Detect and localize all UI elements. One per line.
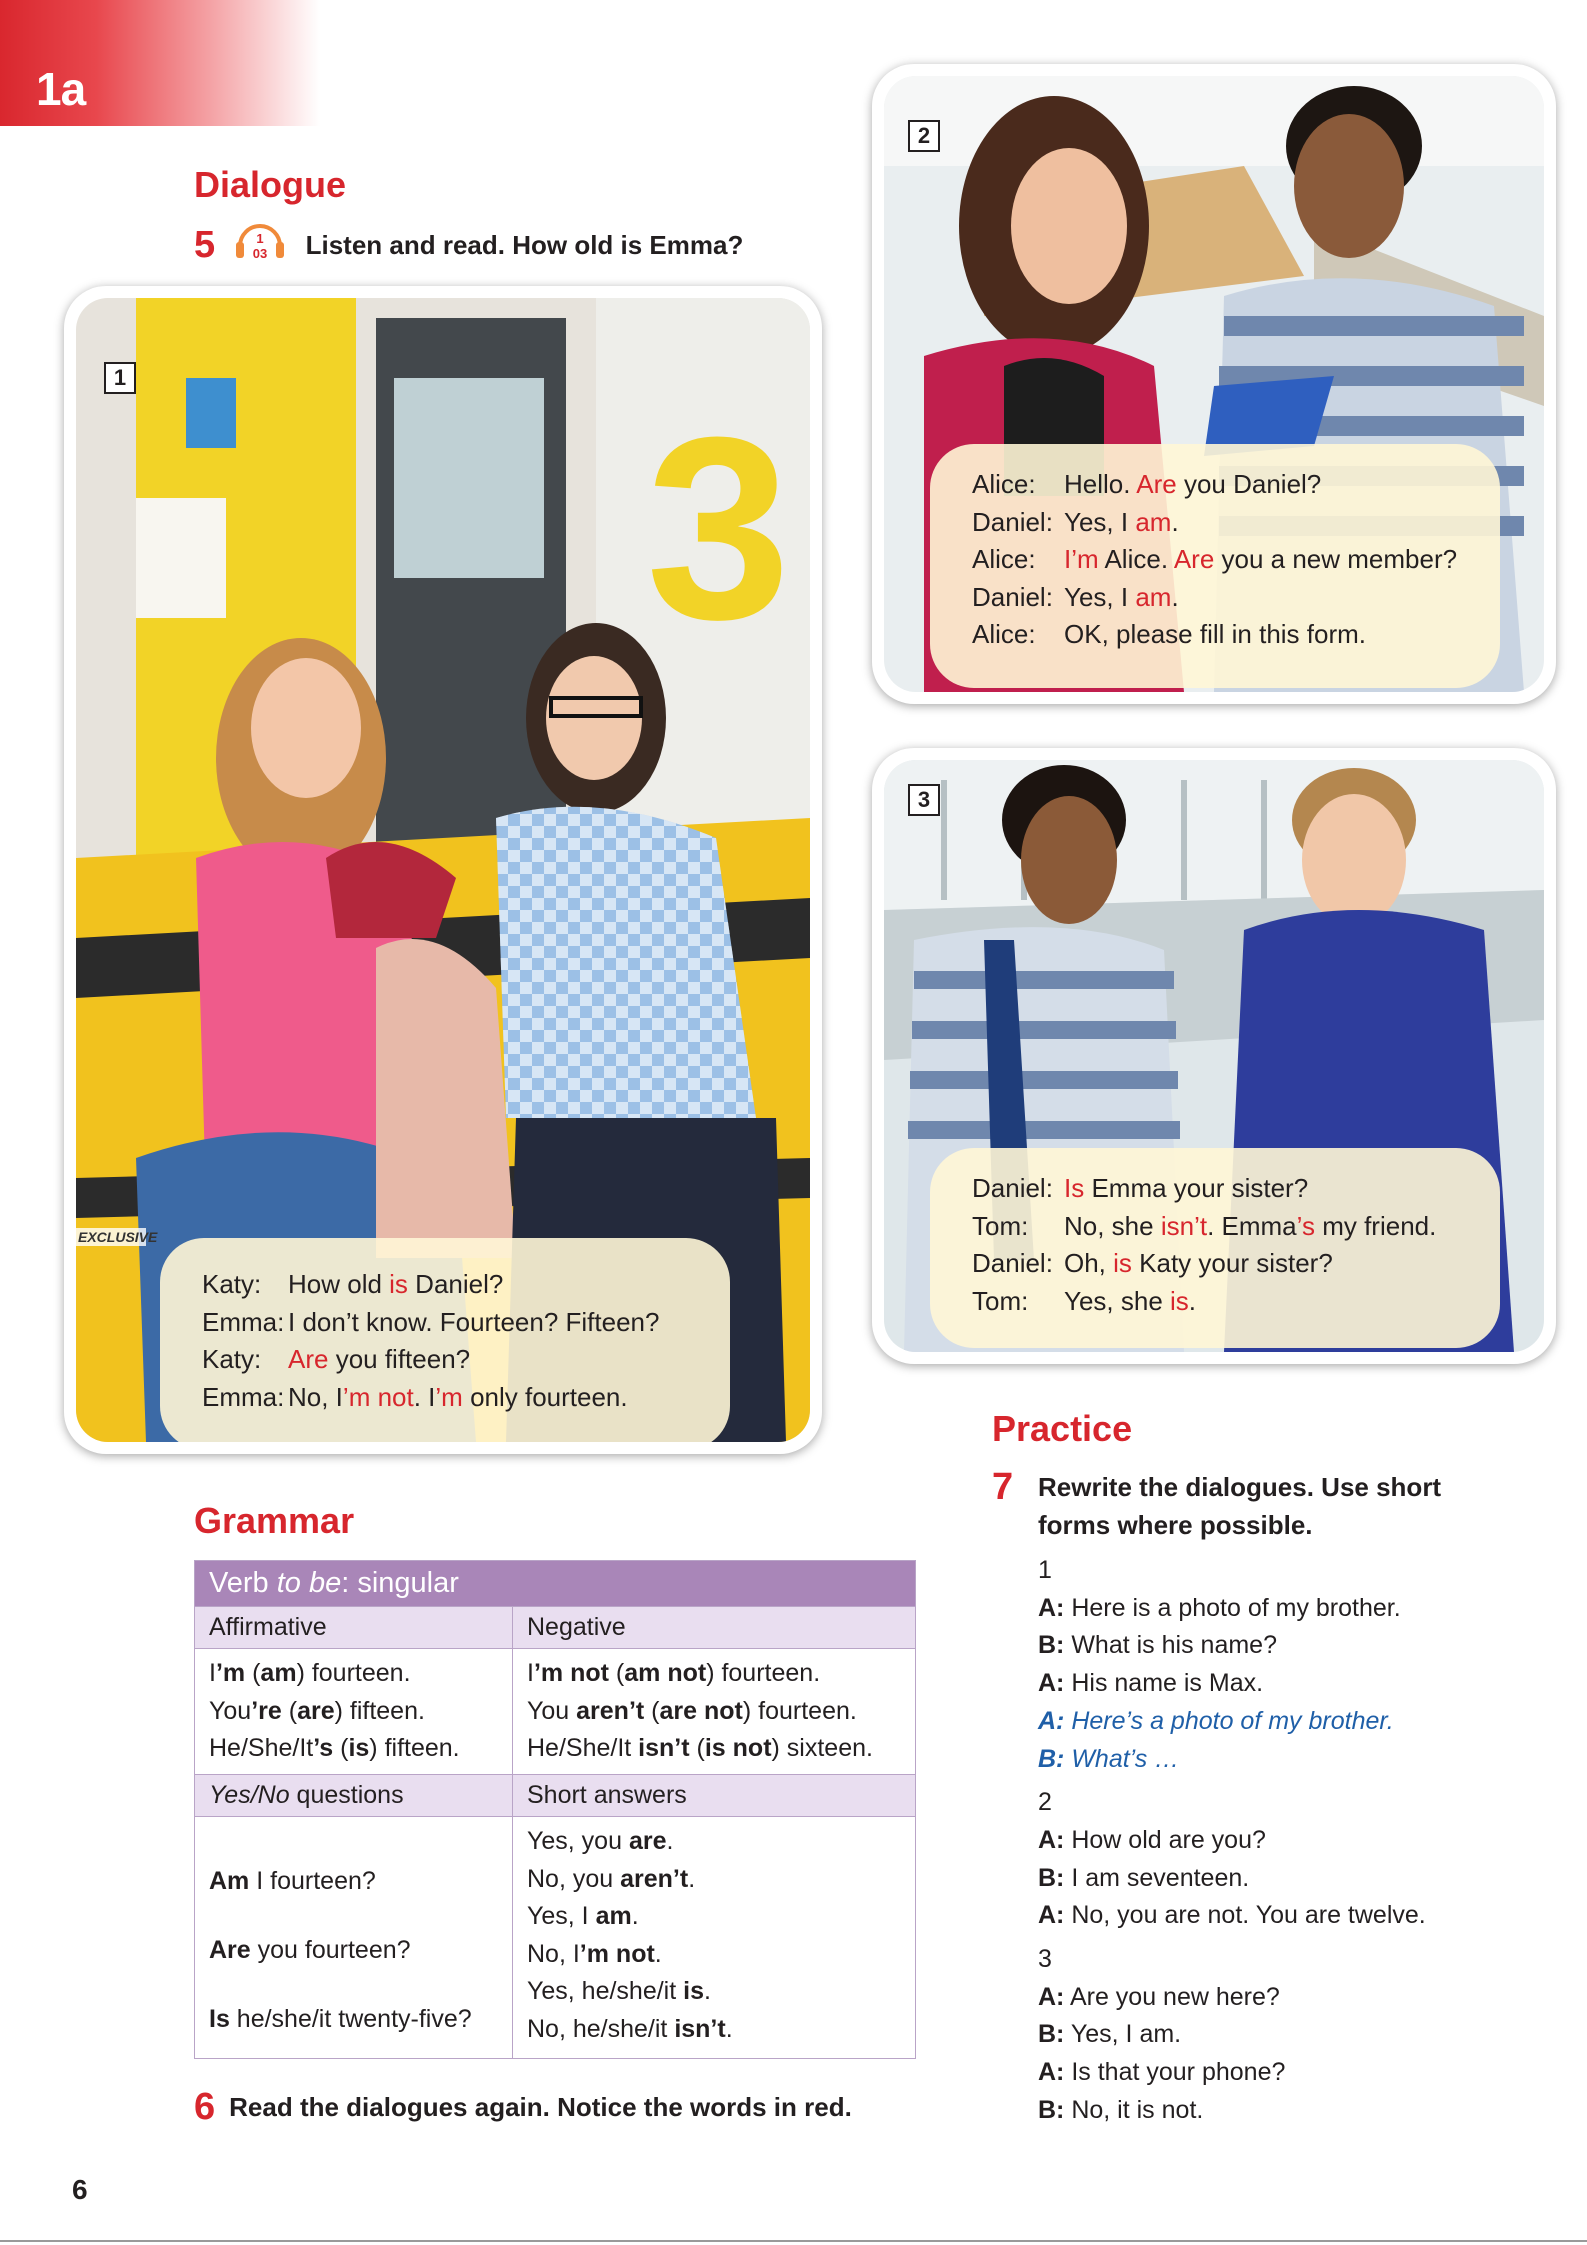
speaker-label: Emma: xyxy=(202,1381,285,1412)
highlighted-word: Is xyxy=(1064,1173,1085,1203)
unit-label: 1a xyxy=(36,63,86,115)
affirmative-row xyxy=(209,1655,498,1693)
dialogue-text: . Emma xyxy=(1207,1210,1297,1241)
dialogue-text: . xyxy=(1171,581,1179,612)
dialogue-text: Alice. xyxy=(1098,544,1174,574)
highlighted-word: ’s xyxy=(1296,1210,1315,1241)
bold-form: are not xyxy=(659,1696,743,1725)
line-text: Yes, I am. xyxy=(1064,2020,1182,2049)
practice-item-number: 2 xyxy=(1038,1788,1052,1817)
watermark-label: EXCLUSIVE xyxy=(78,1229,158,1245)
dialogue-line xyxy=(202,1304,702,1342)
speaker-letter: B: xyxy=(1038,2020,1065,2049)
task-6 xyxy=(194,2088,852,2126)
dialogue-3-bubble xyxy=(930,1148,1500,1348)
picture-1 xyxy=(64,286,822,1454)
question-row xyxy=(209,1847,498,1916)
unit-tab xyxy=(0,0,320,126)
form-text: I fourteen? xyxy=(249,1867,376,1895)
short-answer-row xyxy=(527,1861,901,1899)
form-text: ( xyxy=(644,1696,660,1725)
bold-form: am not xyxy=(624,1659,707,1687)
speaker-label: Tom: xyxy=(972,1285,1029,1316)
example-line xyxy=(1038,1741,1538,1779)
practice-line xyxy=(1038,1897,1538,1935)
speaker-letter: A: xyxy=(1038,1706,1065,1735)
dialogue-text: OK, please fill in this form. xyxy=(1064,619,1366,649)
audio-track-icon[interactable] xyxy=(232,216,288,262)
task-7-number: 7 xyxy=(992,1466,1014,1508)
dialogue-text: Oh, xyxy=(1064,1248,1114,1278)
grammar-table xyxy=(194,1560,916,2059)
form-text: . xyxy=(688,1864,696,1893)
speaker-letter: A: xyxy=(1038,1669,1065,1698)
speaker-letter: B: xyxy=(1038,2095,1065,2124)
form-text: you fourteen? xyxy=(250,1936,411,1964)
task-6-number: 6 xyxy=(194,2086,216,2128)
dialogue-line xyxy=(972,579,1472,617)
highlighted-word: I’m xyxy=(1064,544,1099,574)
practice-item-number: 3 xyxy=(1038,1945,1052,1974)
form-text: ) fourteen. xyxy=(742,1696,857,1725)
short-answer-row xyxy=(527,1936,901,1974)
bold-form: ’m not xyxy=(533,1659,609,1687)
speaker-label: Alice: xyxy=(972,619,1036,649)
dialogue-text: Katy your sister? xyxy=(1131,1248,1333,1278)
dialogue-line xyxy=(972,1245,1472,1283)
dialogue-line xyxy=(202,1341,702,1379)
affirmative-row xyxy=(209,1730,498,1768)
speaker-letter: A: xyxy=(1038,2058,1065,2087)
form-text: You xyxy=(209,1696,252,1725)
bold-form: isn’t xyxy=(638,1734,690,1762)
practice-line xyxy=(1038,1860,1538,1898)
bold-form: aren’t xyxy=(576,1696,645,1725)
practice-line xyxy=(1038,1627,1538,1665)
col-header-questions: Yes/No questions xyxy=(195,1775,513,1817)
bold-form: are xyxy=(628,1827,667,1855)
speaker-label: Daniel: xyxy=(972,581,1053,612)
dialogue-text: only fourteen. xyxy=(462,1381,628,1412)
speaker-letter: A: xyxy=(1038,1593,1065,1622)
form-text: . xyxy=(631,1902,639,1930)
speaker-label: Katy: xyxy=(202,1344,262,1374)
bold-form: am xyxy=(260,1659,297,1687)
speaker-label: Alice: xyxy=(972,544,1036,574)
form-text: ) sixteen. xyxy=(771,1734,873,1762)
task-7 xyxy=(992,1468,1441,1544)
dialogue-line xyxy=(202,1266,702,1304)
dialogue-text: I don’t know. Fourteen? Fifteen? xyxy=(288,1306,660,1337)
highlighted-word: isn’t xyxy=(1160,1210,1208,1241)
form-text: You xyxy=(527,1696,577,1725)
speaker-letter: B: xyxy=(1038,1631,1065,1660)
form-text: . xyxy=(666,1827,674,1855)
bottom-rule xyxy=(0,2240,1587,2242)
picture-1-photo xyxy=(76,298,810,1442)
short-answer-row xyxy=(527,1898,901,1936)
form-text: . xyxy=(725,2014,733,2043)
practice-items xyxy=(1038,1552,1538,2130)
speaker-label: Tom: xyxy=(972,1210,1029,1241)
highlighted-word: am xyxy=(1135,581,1172,612)
dialogue-text: No, she xyxy=(1064,1210,1161,1241)
dialogue-title: Dialogue xyxy=(194,164,347,205)
picture-number: 3 xyxy=(908,784,940,816)
practice-line xyxy=(1038,1665,1538,1703)
line-text: Is that your phone? xyxy=(1064,2058,1286,2087)
form-text: He/She/It xyxy=(209,1734,314,1762)
speaker-label: Katy: xyxy=(202,1269,262,1299)
speaker-letter: B: xyxy=(1038,1744,1065,1773)
line-text: No, it is not. xyxy=(1064,2095,1204,2124)
form-text: . xyxy=(704,1977,711,2005)
speaker-letter: A: xyxy=(1038,1982,1065,2011)
dialogue-line xyxy=(972,1170,1472,1208)
dialogue-text: . xyxy=(1188,1285,1197,1316)
picture-2-photo xyxy=(884,76,1544,692)
question-row xyxy=(209,1916,498,1985)
highlighted-word: am xyxy=(1135,506,1172,537)
dialogue-text: you a new member? xyxy=(1214,544,1458,574)
dialogue-text: my friend. xyxy=(1314,1210,1437,1241)
practice-line xyxy=(1038,1590,1538,1628)
form-text: I xyxy=(527,1659,534,1687)
bold-form: Am xyxy=(209,1867,250,1895)
affirmative-row xyxy=(209,1693,498,1731)
dialogue-line xyxy=(972,504,1472,542)
speaker-letter: B: xyxy=(1038,1863,1065,1892)
line-text: Here’s a photo of my brother. xyxy=(1064,1706,1394,1735)
dialogue-line xyxy=(972,541,1472,579)
bold-form: Are xyxy=(209,1936,251,1964)
dialogue-text: Daniel? xyxy=(407,1269,504,1299)
negative-forms xyxy=(513,1649,916,1775)
form-text: ) fourteen. xyxy=(706,1659,821,1687)
speaker-label: Daniel: xyxy=(972,1248,1053,1278)
highlighted-word: Are xyxy=(1136,469,1177,499)
bold-form: aren’t xyxy=(620,1864,689,1893)
form-text: No, I xyxy=(527,1939,580,1968)
highlighted-word: is xyxy=(1170,1285,1189,1316)
audio-cd-number: 1 xyxy=(256,231,264,246)
bold-form: ’re xyxy=(251,1696,282,1725)
dialogue-text: . I xyxy=(413,1381,436,1412)
practice-item-number: 1 xyxy=(1038,1556,1052,1584)
form-text: ( xyxy=(608,1659,625,1687)
form-text: . xyxy=(654,1939,662,1968)
line-text: His name is Max. xyxy=(1064,1669,1264,1698)
picture-3 xyxy=(872,748,1556,1364)
highlighted-word: ’m not xyxy=(342,1381,414,1412)
speaker-label: Emma: xyxy=(202,1306,285,1337)
dialogue-text: Yes, she xyxy=(1064,1285,1171,1316)
bold-form: ’s xyxy=(313,1734,334,1762)
col-header-affirmative: Affirmative xyxy=(195,1607,513,1649)
bold-form: are xyxy=(297,1696,335,1725)
grammar-title: Grammar xyxy=(194,1500,355,1541)
highlighted-word: Are xyxy=(1173,544,1215,574)
dialogue-text: . xyxy=(1171,506,1179,537)
dialogue-text: you Daniel? xyxy=(1176,469,1322,499)
task-6-instruction: Read the dialogues again. Notice the words in red. xyxy=(229,2092,852,2122)
form-text: I xyxy=(209,1659,216,1687)
form-text: ) fifteen. xyxy=(334,1696,425,1725)
line-text: I am seventeen. xyxy=(1064,1863,1250,1892)
bold-form: ’m xyxy=(215,1659,246,1687)
question-row xyxy=(209,1985,498,2054)
practice-line xyxy=(1038,1979,1538,2017)
speaker-label: Alice: xyxy=(972,469,1036,499)
negative-row xyxy=(527,1730,901,1768)
form-text: No, he/she/it xyxy=(527,2014,675,2043)
dialogue-2-bubble xyxy=(930,444,1500,688)
svg-text:3: 3 xyxy=(646,384,791,674)
form-text: ( xyxy=(689,1734,705,1762)
line-text: No, you are not. You are twelve. xyxy=(1064,1901,1426,1930)
dialogue-text: Emma your sister? xyxy=(1084,1173,1309,1203)
page-number: 6 xyxy=(72,2174,88,2205)
line-text: Here is a photo of my brother. xyxy=(1064,1593,1401,1622)
line-text: How old are you? xyxy=(1064,1825,1266,1854)
form-text: ( xyxy=(333,1734,349,1762)
short-answer-row xyxy=(527,1823,901,1861)
short-answer-row xyxy=(527,1973,901,2011)
practice-title: Practice xyxy=(992,1408,1133,1449)
form-text: Yes, he/she/it xyxy=(527,1977,684,2005)
dialogue-line xyxy=(972,466,1472,504)
task-5-instruction: Listen and read. How old is Emma? xyxy=(305,230,744,260)
dialogue-line xyxy=(972,1283,1472,1321)
short-answer-forms xyxy=(513,1817,916,2059)
task-7-line-1: Rewrite the dialogues. Use short xyxy=(1038,1472,1442,1502)
question-forms xyxy=(195,1817,513,2059)
audio-track-number: 03 xyxy=(252,246,268,261)
form-text: No, you xyxy=(527,1864,621,1893)
dialogue-text: No, I xyxy=(288,1381,343,1412)
form-text: ) fifteen. xyxy=(369,1734,460,1762)
bold-form: is xyxy=(348,1734,370,1762)
bold-form: ’m not xyxy=(579,1939,655,1968)
dialogue-text: Hello. xyxy=(1064,469,1137,499)
dialogue-line xyxy=(972,616,1472,654)
picture-number: 2 xyxy=(908,120,940,152)
short-answer-row xyxy=(527,2011,901,2049)
form-text: He/She/It xyxy=(527,1734,639,1762)
bold-form: Is xyxy=(209,2005,230,2033)
speaker-letter: A: xyxy=(1038,1901,1065,1930)
col-header-negative: Negative xyxy=(513,1607,916,1649)
practice-line xyxy=(1038,2016,1538,2054)
dialogue-line xyxy=(972,1208,1472,1246)
dialogue-text: you fifteen? xyxy=(328,1344,471,1374)
col-header-short-answers: Short answers xyxy=(513,1775,916,1817)
form-text: ( xyxy=(245,1659,261,1687)
bold-form: is xyxy=(683,1977,704,2005)
grammar-table-title: Verb to be: singular xyxy=(195,1561,916,1607)
highlighted-word: ’m xyxy=(435,1381,463,1412)
form-text: ( xyxy=(281,1696,298,1725)
affirmative-forms xyxy=(195,1649,513,1775)
dialogue-text: Yes, I xyxy=(1064,581,1136,612)
bold-form: isn’t xyxy=(674,2014,726,2043)
negative-row xyxy=(527,1655,901,1693)
highlighted-word: Are xyxy=(288,1344,329,1374)
practice-line xyxy=(1038,2092,1538,2130)
task-5-number: 5 xyxy=(194,224,216,266)
form-text: he/she/it twenty-five? xyxy=(229,2005,472,2033)
dialogue-text: How old xyxy=(288,1269,390,1299)
picture-2 xyxy=(872,64,1556,704)
negative-row xyxy=(527,1693,901,1731)
picture-number: 1 xyxy=(104,362,136,394)
line-text: What is his name? xyxy=(1064,1631,1277,1660)
dialogue-text: Yes, I xyxy=(1064,506,1136,537)
speaker-label: Daniel: xyxy=(972,506,1053,537)
speaker-label: Daniel: xyxy=(972,1173,1053,1203)
practice-line xyxy=(1038,2054,1538,2092)
task-7-line-2: forms where possible. xyxy=(1038,1510,1313,1540)
form-text: Yes, I xyxy=(527,1902,596,1930)
highlighted-word: is xyxy=(389,1269,408,1299)
line-text: Are you new here? xyxy=(1064,1982,1280,2011)
practice-line xyxy=(1038,1822,1538,1860)
line-text: What’s … xyxy=(1064,1744,1180,1773)
form-text: Yes, you xyxy=(527,1827,629,1855)
example-line xyxy=(1038,1703,1538,1741)
form-text: ) fourteen. xyxy=(296,1659,411,1687)
bold-form: am xyxy=(595,1902,632,1930)
dialogue-line xyxy=(202,1379,702,1417)
highlighted-word: is xyxy=(1113,1248,1132,1278)
picture-3-photo xyxy=(884,760,1544,1352)
dialogue-1-bubble xyxy=(160,1238,730,1442)
speaker-letter: A: xyxy=(1038,1825,1065,1854)
bold-form: is not xyxy=(704,1734,772,1762)
